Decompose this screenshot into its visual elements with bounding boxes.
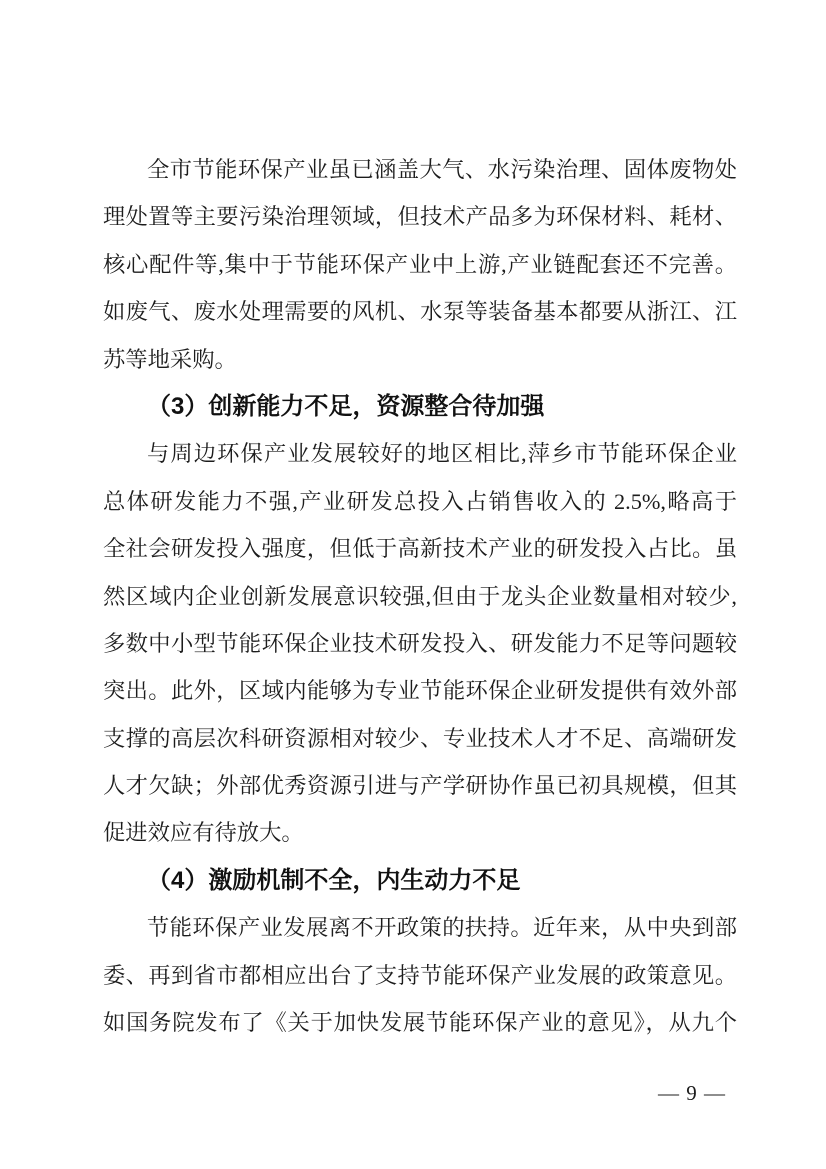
text-line: 全社会研发投入强度，但低于高新技术产业的研发投入占比。虽 — [103, 536, 737, 562]
text-line: 理处置等主要污染治理领域，但技术产品多为环保材料、耗材、 — [103, 204, 737, 230]
text-line: 与周边环保产业发展较好的地区相比,萍乡市节能环保企业 — [147, 441, 737, 467]
text-line: 人才欠缺；外部优秀资源引进与产学研协作虽已初具规模，但其 — [103, 773, 737, 799]
text-line: 委、再到省市都相应出台了支持节能环保产业发展的政策意见。 — [103, 962, 737, 988]
paragraph-3 — [103, 904, 737, 1046]
section-heading-4: （4）激励机制不全，内生动力不足 — [147, 866, 521, 894]
text-line: 如国务院发布了《关于加快发展节能环保产业的意见》，从九个 — [103, 1010, 737, 1036]
text-line: 总体研发能力不强,产业研发总投入占销售收入的 2.5%,略高于 — [103, 488, 737, 514]
document-body — [103, 146, 737, 1046]
page-footer — [658, 1078, 726, 1108]
text-line: 节能环保产业发展离不开政策的扶持。近年来，从中央到部 — [147, 915, 737, 941]
text-line: 然区域内企业创新发展意识较强,但由于龙头企业数量相对较少, — [103, 583, 737, 609]
text-line: 如废气、废水处理需要的风机、水泵等装备基本都要从浙江、江 — [103, 299, 737, 325]
page-number: — 9 — — [658, 1081, 726, 1105]
section-heading-3: （3）创新能力不足，资源整合待加强 — [147, 392, 545, 420]
text-line: 苏等地采购。 — [103, 346, 237, 372]
text-line: 突出。此外，区域内能够为专业节能环保企业研发提供有效外部 — [103, 678, 737, 704]
text-line: 支撑的高层次科研资源相对较少、专业技术人才不足、高端研发 — [103, 725, 737, 751]
paragraph-2 — [103, 430, 737, 857]
text-line: 多数中小型节能环保企业技术研发投入、研发能力不足等问题较 — [103, 630, 737, 656]
text-line: 促进效应有待放大。 — [103, 820, 304, 846]
paragraph-1 — [103, 146, 737, 383]
text-line: 核心配件等,集中于节能环保产业中上游,产业链配套还不完善。 — [103, 251, 737, 277]
text-line: 全市节能环保产业虽已涵盖大气、水污染治理、固体废物处 — [147, 157, 737, 182]
